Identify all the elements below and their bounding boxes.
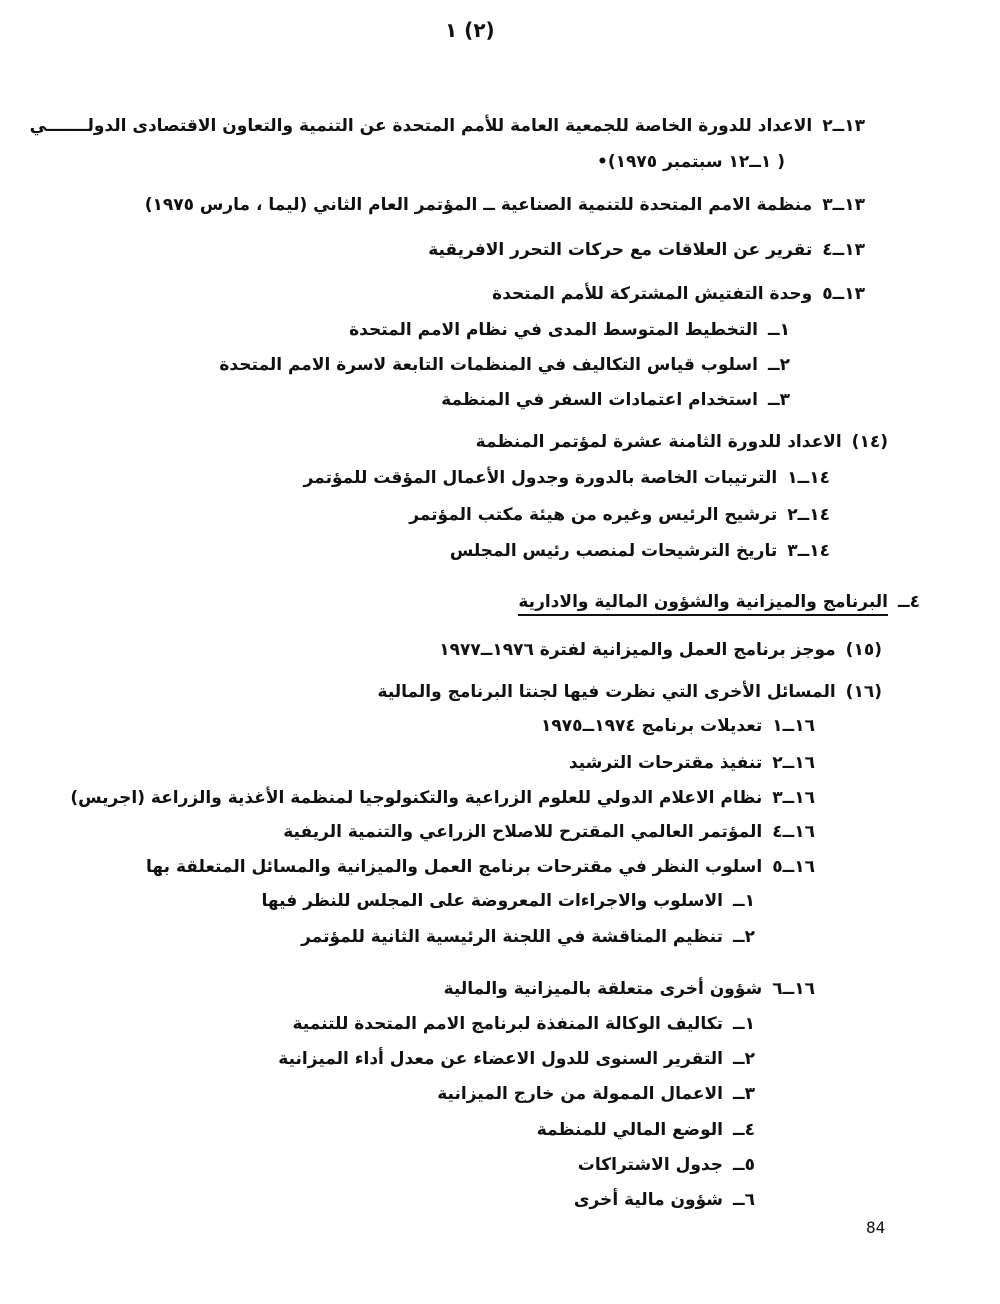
- list-item: ١ــالتخطيط المتوسط المدى في نظام الامم المتحدة: [349, 320, 790, 340]
- list-item: ١٤ــ٣تاريخ الترشيحات لمنصب رئيس المجلس: [449, 541, 830, 561]
- list-item: (١٦)المسائل الأخرى التي نظرت فيها لجنتا البرنامج والمالية: [377, 682, 882, 702]
- list-item: ١٣ــ٥وحدة التفتيش المشتركة للأمم المتحدة: [492, 284, 865, 304]
- list-item: ٣ــالاعمال الممولة من خارج الميزانية: [437, 1084, 755, 1104]
- list-item: ٢ــاسلوب قياس التكاليف في المنظمات التابعة لاسرة الامم المتحدة: [219, 355, 790, 375]
- list-item: ٣ــاستخدام اعتمادات السفر في المنظمة: [441, 390, 790, 410]
- list-item: ١٣ــ٣منظمة الامم المتحدة للتنمية الصناعية ــ المؤتمر العام الثاني (ليما ، مارس ١٩٧٥): [144, 195, 865, 215]
- list-item: ٥ــجدول الاشتراكات: [577, 1155, 755, 1175]
- list-item: ١٣ــ٤تقرير عن العلاقات مع حركات التحرر الافريقية: [428, 240, 865, 260]
- list-item: ١٦ــ٢تنفيذ مقترحات الترشيد: [568, 753, 815, 773]
- list-item: ٦ــشؤون مالية أخرى: [573, 1190, 755, 1210]
- list-item: ١ــتكاليف الوكالة المنفذة لبرنامج الامم المتحدة للتنمية: [292, 1014, 755, 1034]
- list-item: ١٦ــ٤المؤتمر العالمي المقترح للاصلاح الزراعي والتنمية الريفية: [283, 822, 815, 842]
- list-item: (١٥)موجز برنامج العمل والميزانية لفترة ١٩٧٦ــ١٩٧٧: [439, 640, 882, 660]
- list-item: ٤ــالوضع المالي للمنظمة: [536, 1120, 755, 1140]
- list-item: ٢ــالتقرير السنوى للدول الاعضاء عن معدل أداء الميزانية: [278, 1049, 755, 1069]
- list-item: ١٦ــ٥اسلوب النظر في مقترحات برنامج العمل والميزانية والمسائل المتعلقة بها: [146, 857, 815, 877]
- list-item: ١٤ــ١الترتيبات الخاصة بالدورة وجدول الأعمال المؤقت للمؤتمر: [303, 468, 830, 488]
- list-item: ١٣ــ٢الاعداد للدورة الخاصة للجمعية العامة للأمم المتحدة عن التنمية والتعاون الاقتصادى الدولـــــــي: [29, 116, 865, 136]
- list-item: ١٦ــ٣نظام الاعلام الدولي للعلوم الزراعية والتكنولوجيا لمنظمة الأغذية والزراعة (اجريس): [70, 788, 815, 808]
- page-marker: (٢) ١: [445, 18, 495, 42]
- section-heading: ٤ــالبرنامج والميزانية والشؤون المالية والادارية: [518, 590, 920, 614]
- list-item: ١٤ــ٢ترشيح الرئيس وغيره من هيئة مكتب المؤتمر: [409, 505, 830, 525]
- list-item: (١٤)الاعداد للدورة الثامنة عشرة لمؤتمر المنظمة: [475, 432, 888, 452]
- list-item: ٢ــتنظيم المناقشة في اللجنة الرئيسية الثانية للمؤتمر: [301, 927, 755, 947]
- list-item: ( ١ــ١٢ سبتمبر ١٩٧٥)•: [597, 152, 785, 172]
- list-item: ١ــالاسلوب والاجراءات المعروضة على المجلس للنظر فيها: [261, 891, 755, 911]
- page-number: 84: [866, 1218, 886, 1237]
- list-item: ١٦ــ٦شؤون أخرى متعلقة بالميزانية والمالية: [443, 979, 815, 999]
- list-item: ١٦ــ١تعديلات برنامج ١٩٧٤ــ١٩٧٥: [541, 716, 815, 736]
